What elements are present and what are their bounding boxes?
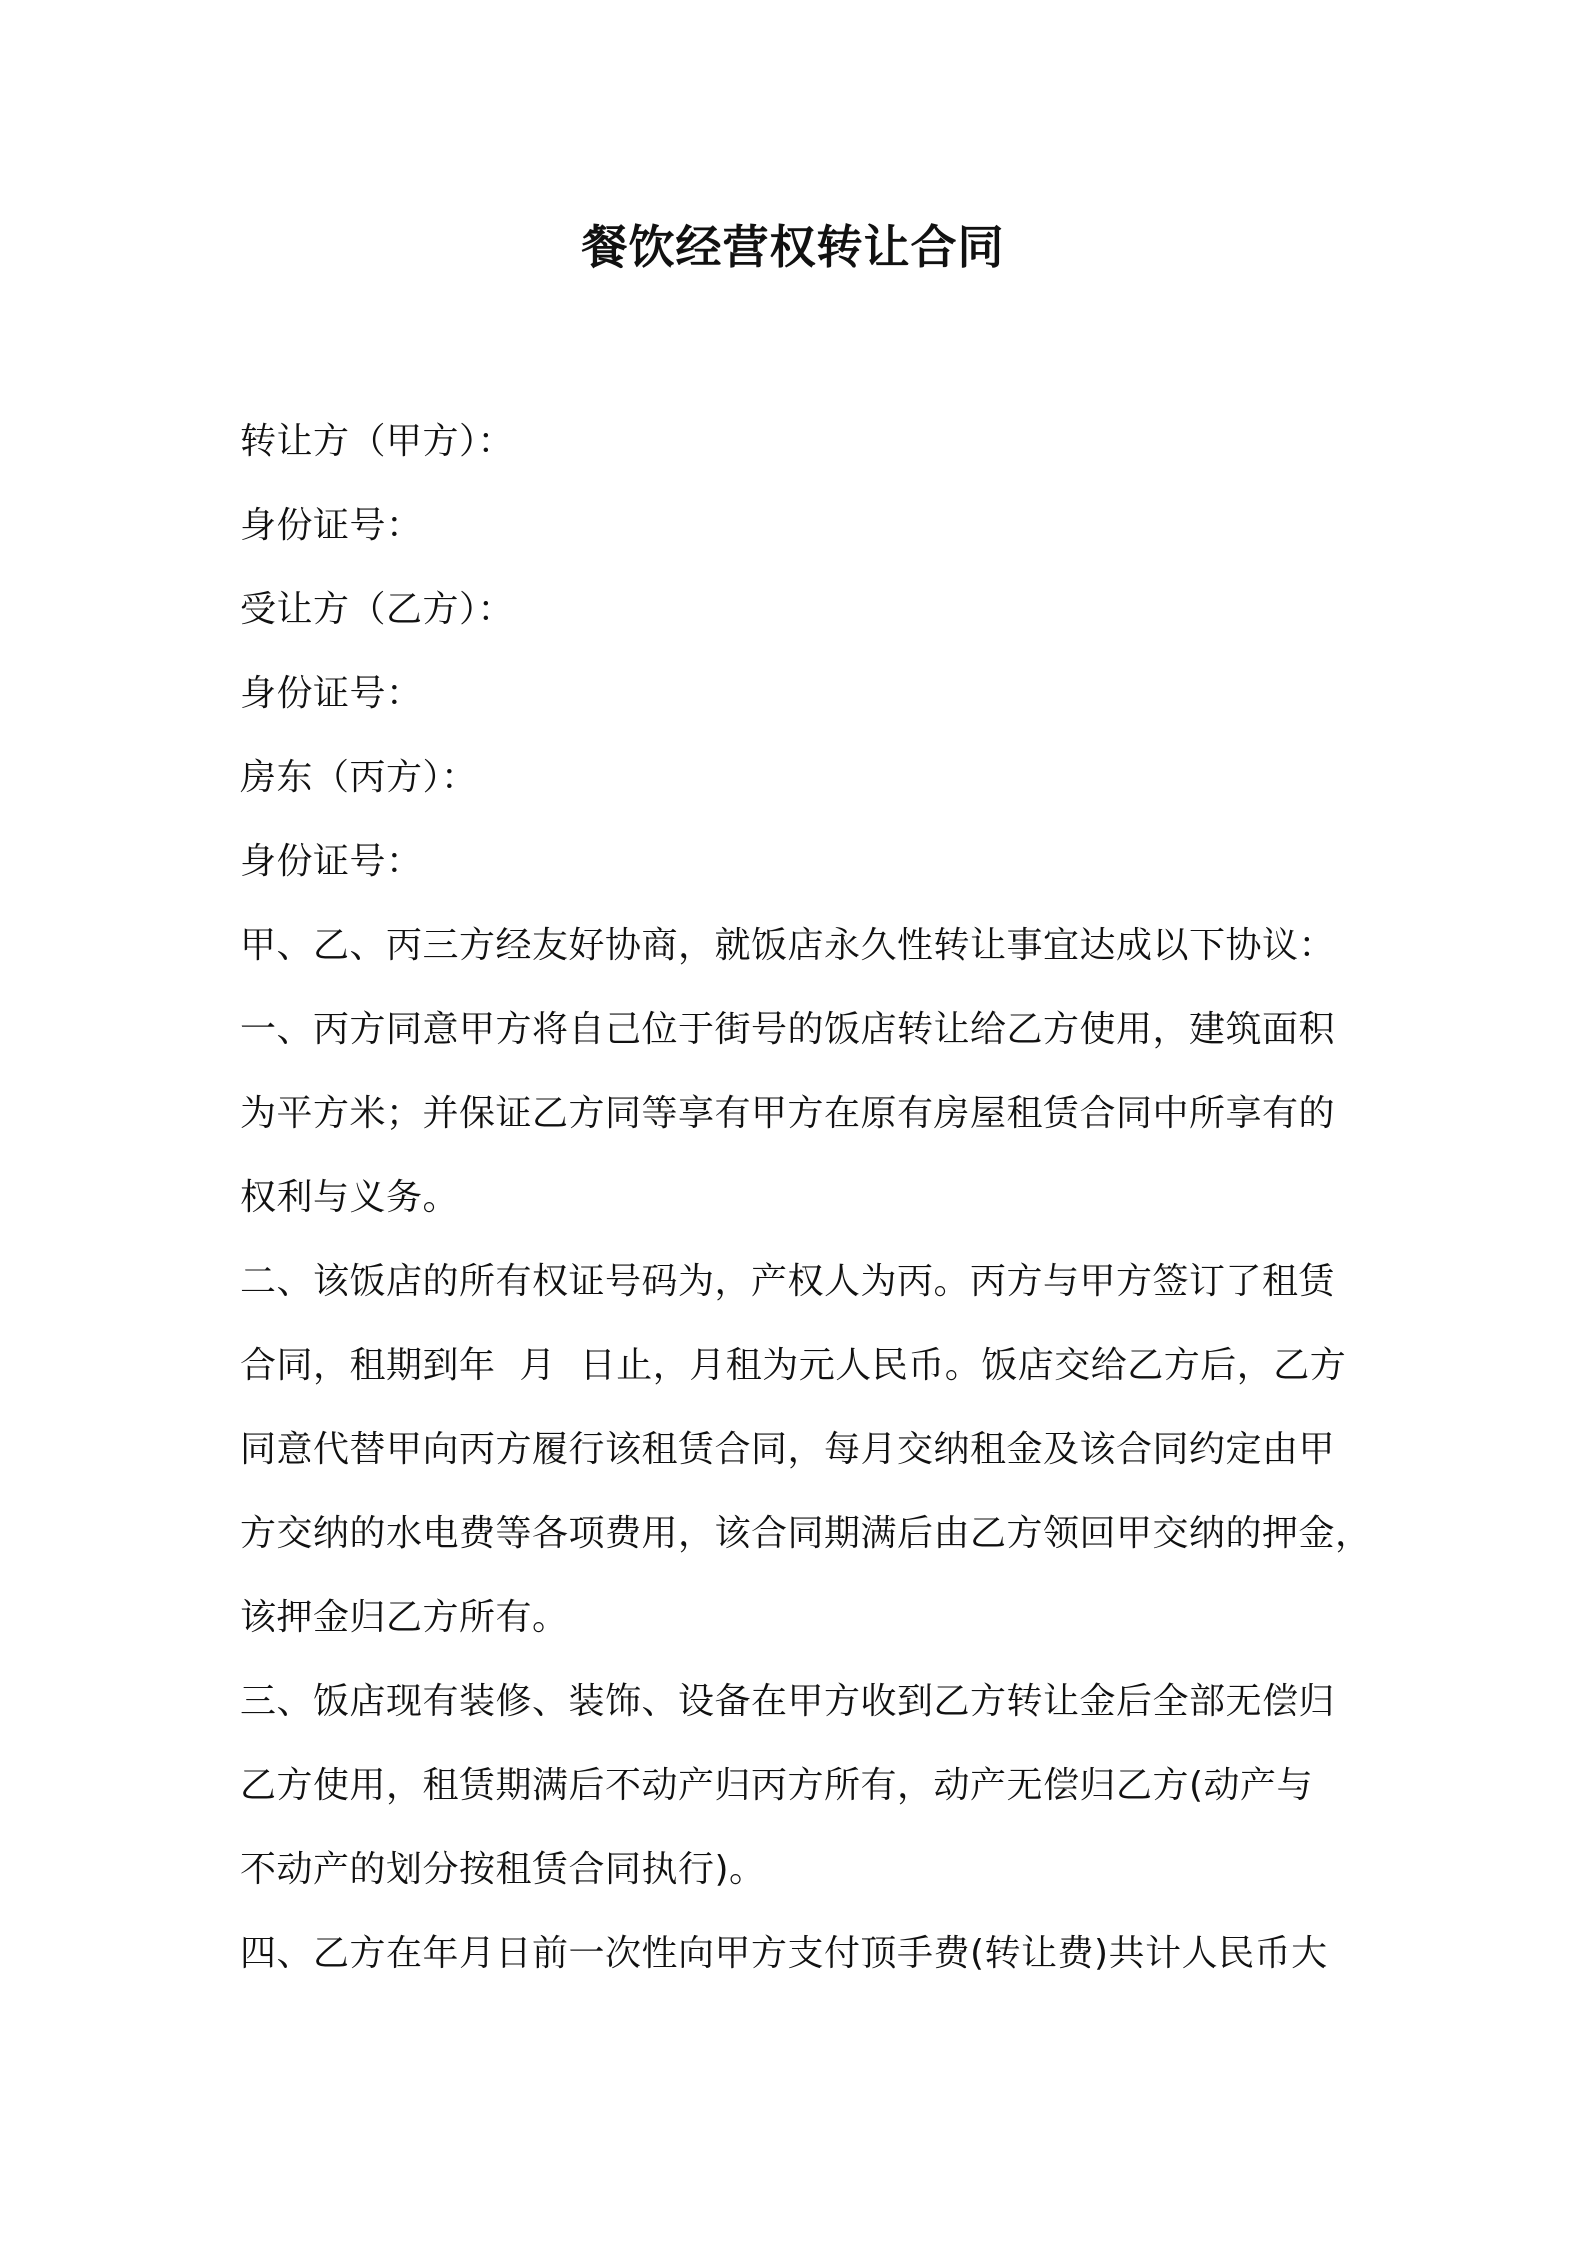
party-b-line: 受让方（乙方）：	[240, 589, 515, 630]
clause-1-line-2: 为平方米；并保证乙方同等享有甲方在原有房屋租赁合同中所享有的	[240, 1093, 1336, 1134]
clause-4-line-1: 四、乙方在年月日前一次性向甲方支付顶手费(转让费)共计人民币大	[240, 1933, 1328, 1974]
party-b-id-line: 身份证号：	[240, 673, 423, 714]
party-c-id-line: 身份证号：	[240, 841, 423, 882]
party-a-line: 转让方（甲方）：	[240, 421, 515, 462]
clause-1-line-1: 一、丙方同意甲方将自己位于街号的饭店转让给乙方使用，建筑面积	[240, 1009, 1336, 1050]
party-a-id-line: 身份证号：	[240, 505, 423, 546]
agreement-intro: 甲、乙、丙三方经友好协商，就饭店永久性转让事宜达成以下协议：	[240, 925, 1336, 966]
clause-2-line-5: 该押金归乙方所有。	[240, 1597, 569, 1638]
clause-1-line-3: 权利与义务。	[240, 1177, 460, 1218]
clause-3-line-3: 不动产的划分按租赁合同执行)。	[240, 1849, 766, 1890]
clause-3-line-1: 三、饭店现有装修、装饰、设备在甲方收到乙方转让金后全部无偿归	[240, 1681, 1336, 1722]
clause-3-line-2: 乙方使用，租赁期满后不动产归丙方所有，动产无偿归乙方(动产与	[240, 1765, 1314, 1806]
clause-2-line-2: 合同，租期到年 月 日止，月租为元人民币。饭店交给乙方后，乙方	[240, 1345, 1347, 1386]
clause-2-line-1: 二、该饭店的所有权证号码为，产权人为丙。丙方与甲方签订了租赁	[240, 1261, 1336, 1302]
clause-2-line-4: 方交纳的水电费等各项费用，该合同期满后由乙方领回甲交纳的押金，	[240, 1513, 1372, 1554]
contract-body	[240, 400, 1372, 1996]
party-c-line: 房东（丙方）：	[240, 757, 478, 798]
clause-2-line-3: 同意代替甲向丙方履行该租赁合同，每月交纳租金及该合同约定由甲	[240, 1429, 1336, 1470]
document-title: 餐饮经营权转让合同	[581, 220, 1005, 274]
